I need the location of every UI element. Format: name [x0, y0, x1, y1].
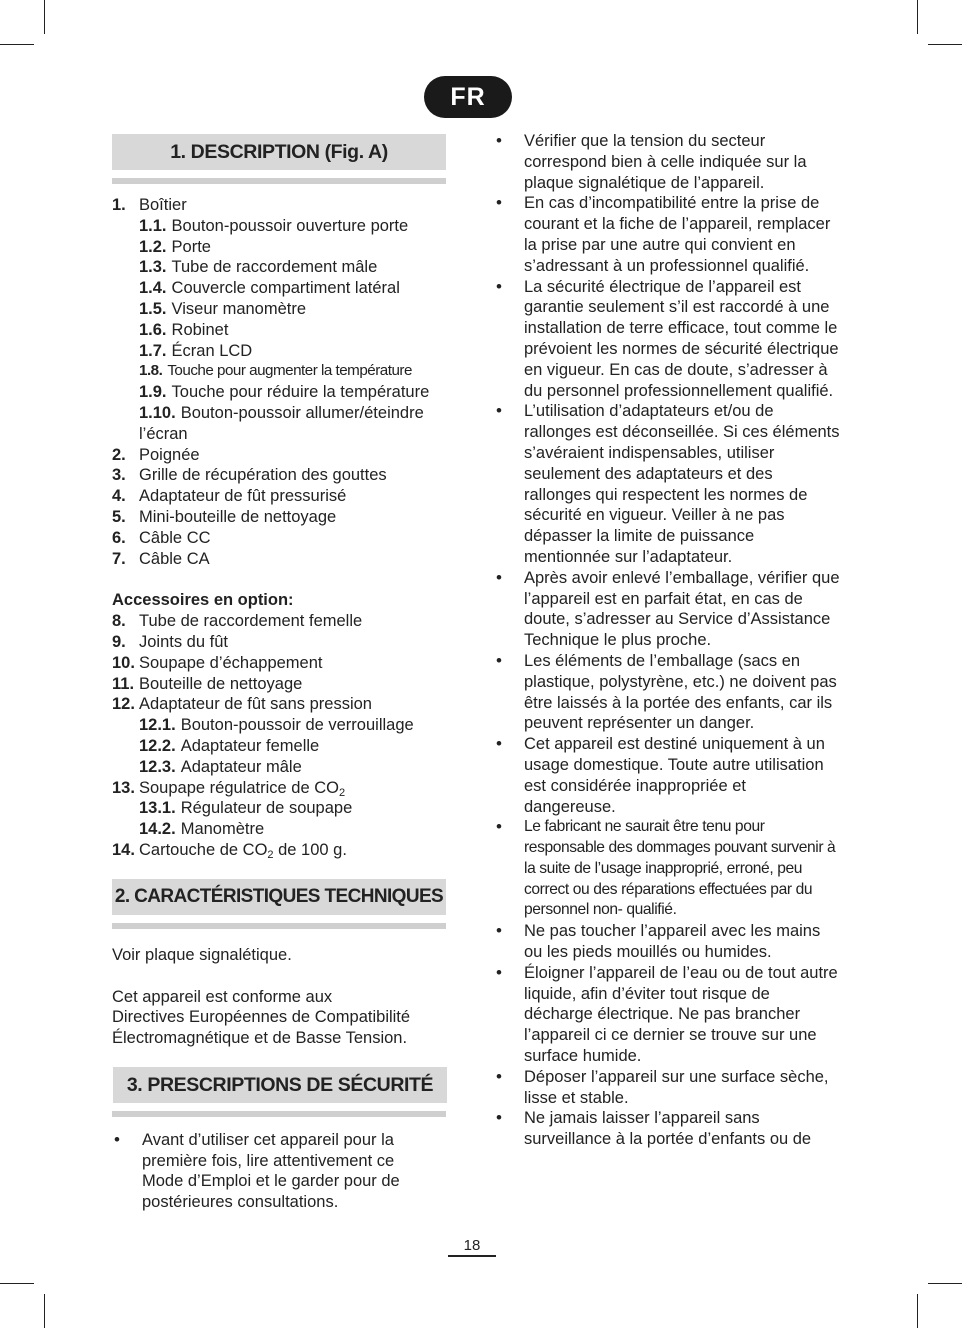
crop-mark [0, 1283, 34, 1284]
sub-list-item [112, 757, 448, 778]
sub-list-item [112, 736, 448, 757]
item-number: 9. [112, 632, 126, 651]
item-label: Câble CA [139, 549, 210, 568]
item-number: 12.3. [139, 757, 176, 776]
sub-list-item [112, 798, 448, 819]
section-title-technical: 2. CARACTÉRISTIQUES TECHNIQUES [112, 879, 446, 915]
item-label: Robinet [171, 320, 229, 339]
item-number: 2. [112, 445, 126, 464]
item-label: Adaptateur de fût pressurisé [139, 487, 347, 506]
sub-list-item [112, 257, 448, 278]
list-item [112, 549, 448, 570]
safety-bullet [496, 921, 841, 963]
item-number: 1.9. [139, 383, 167, 402]
safety-bullet-text: Cet appareil est destiné uniquement à un usage domestique. Toute autre utilisation est considérée inappropriée et dangereuse. [524, 735, 825, 816]
item-label: Manomètre [180, 820, 265, 839]
item-label: Bouton-poussoir de verrouillage [180, 716, 414, 735]
conformity-text [112, 987, 448, 1049]
bullet-glyph: • [496, 817, 502, 837]
item-number: 1.8. [139, 362, 163, 380]
item-number: 6. [112, 528, 126, 547]
safety-bullet [496, 651, 841, 734]
sub-list-item [112, 819, 448, 840]
item-number: 13. [112, 778, 135, 797]
safety-bullet-text: Vérifier que la tension du secteur correspond bien à celle indiquée sur la plaque signalétique de l’appareil. [524, 132, 807, 192]
item-label: Tube de raccordement mâle [171, 258, 378, 277]
item-number: 8. [112, 612, 126, 631]
list-item [112, 486, 448, 507]
item-number: 1.1. [139, 216, 167, 235]
item-label: Touche pour augmenter la température [167, 362, 412, 380]
crop-mark [917, 0, 918, 34]
item-label: Bouton-poussoir ouverture porte [171, 216, 409, 235]
bullet-glyph: • [496, 1108, 502, 1128]
sub-list-item [112, 320, 448, 341]
item-number: 1.7. [139, 341, 167, 360]
bullet-glyph: • [496, 276, 502, 296]
language-badge: FR [424, 76, 512, 118]
bullet-glyph: • [496, 1066, 502, 1086]
bullet-glyph: • [496, 131, 502, 150]
safety-bullet [496, 193, 841, 276]
item-label: Grille de récupération des gouttes [139, 466, 387, 485]
left-column [112, 134, 448, 1213]
crop-mark [44, 0, 45, 34]
item-label: Adaptateur femelle [180, 736, 320, 755]
item-label: Bouton-poussoir allumer/éteindre [180, 403, 424, 422]
bullet-glyph: • [496, 193, 502, 213]
item-label: Bouteille de nettoyage [139, 674, 303, 693]
sub-list-item-continued [112, 424, 448, 445]
item-number: 1.4. [139, 279, 167, 298]
conformity-line: Électromagnétique et de Basse Tension. [112, 1029, 408, 1048]
item-label: Joints du fût [139, 632, 228, 651]
safety-bullet-text: Éloigner l’appareil de l’eau ou de tout autre liquide, afin d’éviter tout risque de décharge électrique. Ne pas brancher l’appareil ci ce dernier se trouve sur une surface humide. [524, 963, 838, 1066]
list-item [112, 694, 448, 715]
section-divider [112, 178, 446, 184]
sub-list-item [112, 341, 448, 362]
sub-list-item [112, 216, 448, 237]
safety-bullet [496, 1067, 841, 1109]
crop-mark [928, 1283, 962, 1284]
item-label: l’écran [139, 424, 188, 443]
item-number: 11. [112, 674, 135, 693]
item-label: Boîtier [139, 196, 187, 214]
list-item [112, 445, 448, 466]
safety-bullet-text: Déposer l’appareil sur une surface sèche, lisse et stable. [524, 1067, 829, 1107]
safety-bullet-text: Le fabricant ne saurait être tenu pour responsable des dommages pouvant survenir à la suite de l’usage inapproprié, erroné, peu correct ou des réparations effectuées par du personnel non- qualifié. [524, 818, 836, 919]
list-item [112, 465, 448, 486]
safety-bullet-text: Avant d’utiliser cet appareil pour la première fois, lire attentivement ce Mode d’Emploi et le garder pour de postérieures consultations. [142, 1130, 400, 1212]
bullet-glyph: • [496, 567, 502, 587]
crop-mark [928, 44, 962, 45]
item-number: 1.6. [139, 320, 167, 339]
bullet-glyph: • [496, 401, 502, 421]
list-item [112, 778, 448, 799]
list-item [112, 195, 448, 216]
item-label: Câble CC [139, 528, 211, 547]
item-label: Tube de raccordement femelle [139, 612, 363, 631]
item-label: Adaptateur mâle [180, 757, 302, 776]
sub-list-item [112, 361, 448, 382]
safety-bullet [496, 568, 841, 651]
description-list [112, 195, 448, 569]
list-item [112, 653, 448, 674]
sub-list-item [112, 278, 448, 299]
item-label: Adaptateur de fût sans pression [139, 695, 372, 714]
safety-bullet [496, 401, 841, 567]
safety-bullet-text: Ne pas toucher l’appareil avec les mains ou les pieds mouillés ou humides. [524, 922, 821, 962]
conformity-line: Directives Européennes de Compatibilité [112, 1008, 411, 1027]
item-label: Mini-bouteille de nettoyage [139, 507, 337, 526]
crop-mark [917, 1294, 918, 1328]
safety-bullet [496, 734, 841, 817]
item-number: 12.1. [139, 716, 176, 735]
safety-bullet-text: Ne jamais laisser l’appareil sans surveillance à la portée d’enfants ou de [524, 1109, 812, 1149]
list-item [112, 507, 448, 528]
item-label: Touche pour réduire la température [171, 383, 430, 402]
bullet-glyph: • [496, 734, 502, 754]
sub-list-item [112, 237, 448, 258]
item-label: Poignée [139, 445, 200, 464]
section-title-description: 1. DESCRIPTION (Fig. A) [112, 134, 446, 170]
item-number: 7. [112, 549, 126, 568]
item-label: Soupape régulatrice de $CO_2$ [139, 778, 346, 799]
safety-bullet [112, 1130, 448, 1213]
item-number: 13.1. [139, 799, 176, 818]
item-number: 3. [112, 466, 126, 485]
item-number: 1.5. [139, 299, 167, 318]
item-label: Couvercle compartiment latéral [171, 279, 400, 298]
item-label: Viseur manomètre [171, 299, 307, 318]
safety-bullet [496, 277, 841, 402]
item-number: 14.2. [139, 820, 176, 839]
bullet-glyph: • [496, 962, 502, 982]
item-label: Régulateur de soupape [180, 799, 353, 818]
crop-mark [44, 1294, 45, 1328]
accessories-title: Accessoires en option: [112, 591, 294, 610]
item-number: 4. [112, 487, 126, 506]
conformity-line: Cet appareil est conforme aux [112, 987, 333, 1006]
item-label: Porte [171, 237, 211, 256]
safety-bullet-text: La sécurité électrique de l’appareil est garantie seulement s’il est raccordé à une installation de terre efficace, tout comme le prévoient les normes de sécurité électrique en vigueur. En cas de doute, s’adresser à du personnel professionnellement qualifié. [524, 277, 839, 400]
sub-list-item [112, 299, 448, 320]
bullet-glyph: • [114, 1129, 120, 1149]
safety-bullet [496, 963, 841, 1067]
safety-bullet-text: En cas d’incompatibilité entre la prise de courant et la fiche de l’appareil, remplacer la prise par une autre qui convient en s’adressant à un professionnel qualifié. [524, 194, 831, 275]
item-number: 1.3. [139, 258, 167, 277]
sub-list-item [112, 403, 448, 424]
page-number: 18 [448, 1237, 496, 1257]
item-number: 1.2. [139, 237, 167, 256]
list-item [112, 840, 448, 861]
item-number: 12.2. [139, 736, 176, 755]
sub-list-item [112, 715, 448, 736]
safety-bullet-text: Les éléments de l’emballage (sacs en plastique, polystyrène, etc.) ne doivent pas être laissés à la portée des enfants, car ils peuvent représenter un danger. [524, 651, 837, 733]
bullet-glyph: • [496, 650, 502, 670]
right-column [496, 131, 841, 1150]
list-item [112, 528, 448, 549]
item-number: 5. [112, 507, 126, 526]
list-item [112, 674, 448, 695]
accessories-list [112, 611, 448, 861]
item-number: 1.10. [139, 403, 176, 422]
item-label: Soupape d’échappement [139, 653, 323, 672]
safety-bullet [496, 131, 841, 193]
item-label: Cartouche de $CO_2$ de 100 g. [139, 840, 347, 861]
item-number: 14. [112, 840, 135, 859]
safety-bullet [496, 1108, 841, 1150]
safety-bullet-text: Après avoir enlevé l’emballage, vérifier que l’appareil est en parfait état, en cas de doute, s’adresser au Service d’Assistance Technique le plus proche. [524, 568, 840, 650]
item-number: 12. [112, 695, 135, 714]
item-number: 1. [112, 196, 126, 214]
item-number: 10. [112, 653, 135, 672]
bullet-glyph: • [496, 921, 502, 941]
section-title-safety: 3. PRESCRIPTIONS DE SÉCURITÉ [113, 1067, 447, 1103]
list-item [112, 632, 448, 653]
safety-bullet [496, 817, 841, 921]
list-item [112, 611, 448, 632]
crop-mark [0, 44, 34, 45]
sub-list-item [112, 382, 448, 403]
item-label: Écran LCD [171, 341, 253, 360]
technical-text: Voir plaque signalétique. [112, 945, 292, 964]
safety-bullet-text: L’utilisation d’adaptateurs et/ou de rallonges est déconseillée. Si ces éléments s’avéraient indispensables, utiliser seulement des adaptateurs et des rallonges qui respectent les normes de sécurité en vigueur. Veiller à ne pas dépasser la limite de puissance mentionnée sur l’adaptateur. [524, 402, 840, 566]
